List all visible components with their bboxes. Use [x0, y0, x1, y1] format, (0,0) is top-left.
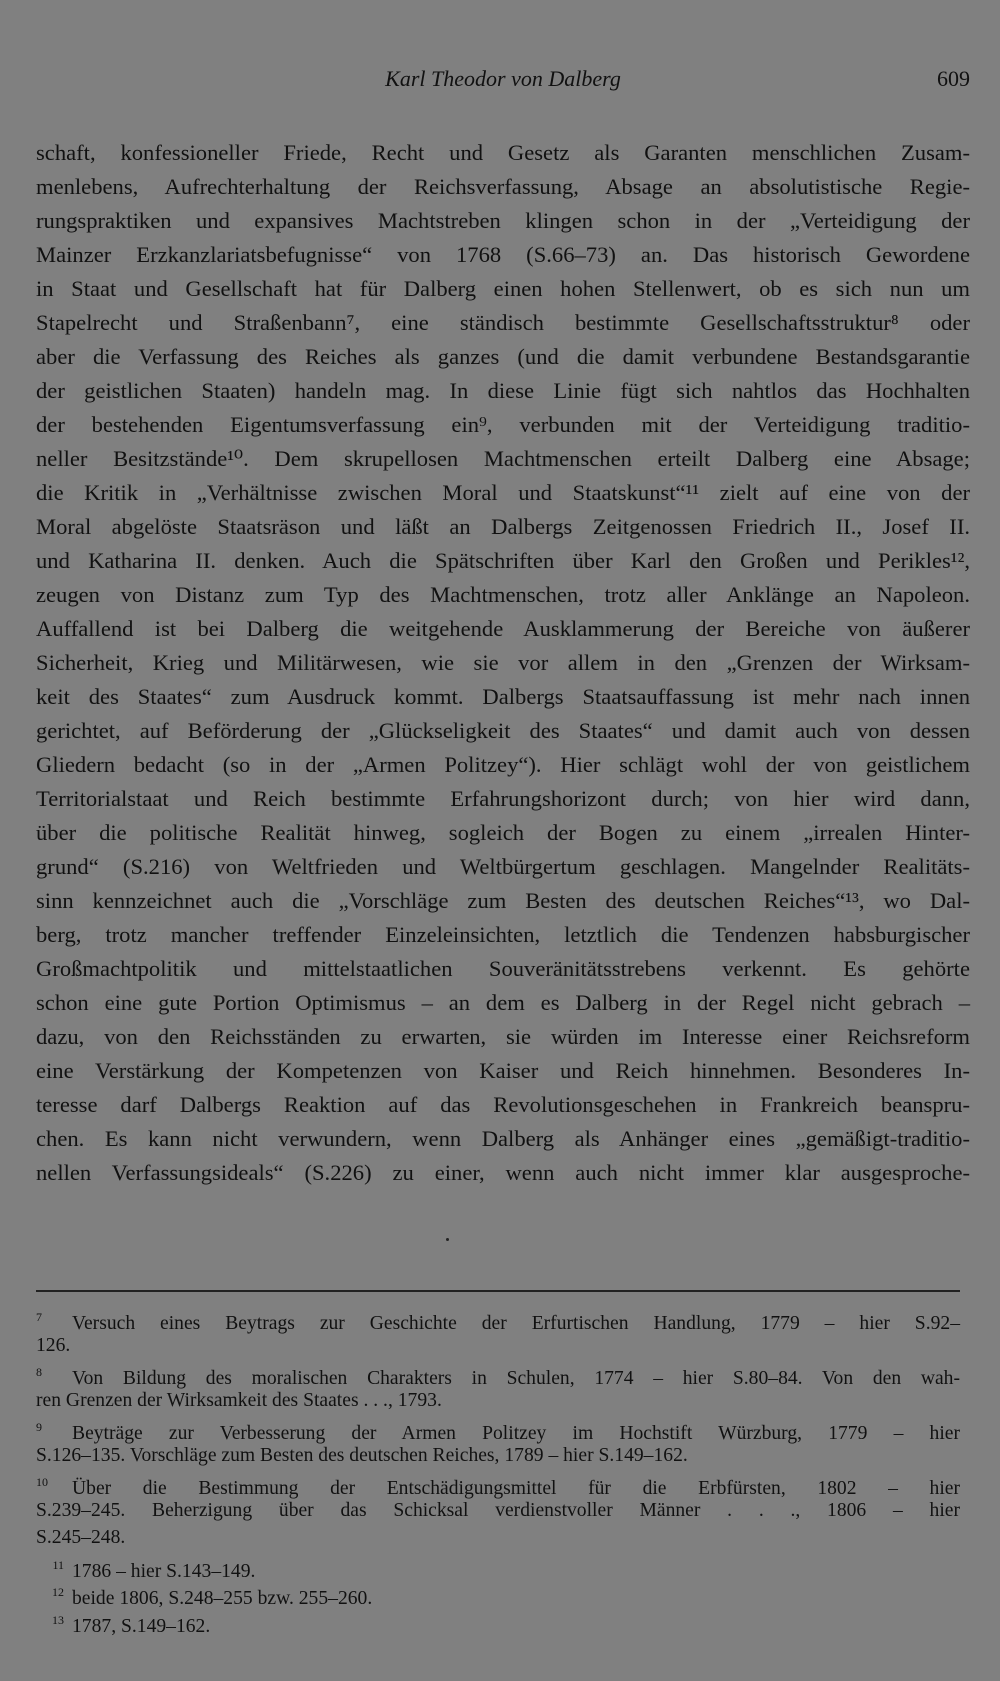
body-line: der geistlichen Staaten) handeln mag. In diese Linie fügt sich nahtlos das Hochhalten [36, 378, 970, 403]
footnote-text: Über die Bestimmung der Entschädigungsmittel für die Erbfürsten, 1802 – hier [72, 1478, 960, 1499]
body-line: der bestehenden Eigentumsverfassung ein⁹, verbunden mit der Verteidigung traditio- [36, 412, 970, 437]
body-line: schon eine gute Portion Optimismus – an dem es Dalberg in der Regel nicht gebrach – [36, 990, 970, 1015]
body-line: teresse darf Dalbergs Reaktion auf das Revolutionsgeschehen in Frankreich beanspru- [36, 1092, 970, 1117]
footnote-rule [36, 1290, 960, 1292]
footnote-continuation: ren Grenzen der Wirksamkeit des Staates . . ., 1793. [36, 1389, 442, 1411]
footnote-continuation: S.126–135. Vorschläge zum Besten des deutschen Reiches, 1789 – hier S.149–162. [36, 1444, 688, 1466]
body-line: sinn kennzeichnet auch die „Vorschläge zum Besten des deutschen Reiches“¹³, wo Dal- [36, 888, 970, 913]
body-line: in Staat und Gesellschaft hat für Dalberg einen hohen Stellenwert, ob es sich nun um [36, 276, 970, 301]
footnote-continuation: 126. [36, 1334, 71, 1356]
footnote [36, 1469, 960, 1552]
footnote-text: Beyträge zur Verbesserung der Armen Politzey im Hochstift Würzburg, 1779 – hier [72, 1423, 960, 1444]
footnote-continuation: S.245–248. [36, 1527, 126, 1548]
body-line: nellen Verfassungsideals“ (S.226) zu einer, wenn auch nicht immer klar ausgesproche- [36, 1160, 970, 1185]
body-line: menlebens, Aufrechterhaltung der Reichsverfassung, Absage an absolutistische Regie- [36, 174, 970, 199]
body-line: Stapelrecht und Straßenbann⁷, eine ständisch bestimmte Gesellschaftsstruktur⁸ oder [36, 310, 970, 335]
footnote-mark: 9 [36, 1420, 42, 1434]
footnote-first-line [36, 1607, 960, 1635]
footnote-continuation: S.239–245. Beherzigung über das Schicksal verdienstvoller Männer . . ., 1806 – hier [36, 1499, 960, 1521]
body-line: grund“ (S.216) von Weltfrieden und Weltbürgertum geschlagen. Mangelnder Realitäts- [36, 854, 970, 879]
footnote-text: 1787, S.149–162. [72, 1615, 211, 1637]
body-line: aber die Verfassung des Reiches als ganzes (und die damit verbundene Bestandsgarantie [36, 344, 970, 369]
footnote-first-line [36, 1469, 960, 1497]
footnote-text: 1786 – hier S.143–149. [72, 1560, 256, 1582]
body-line: Gliedern bedacht (so in der „Armen Politzey“). Hier schlägt wohl der von geistlichem [36, 752, 970, 777]
body-line: dazu, von den Reichsständen zu erwarten, sie würden im Interesse einer Reichsreform [36, 1024, 970, 1049]
footnote-first-line [36, 1359, 960, 1387]
footnote-first-line [36, 1304, 960, 1332]
body-line: eine Verstärkung der Kompetenzen von Kaiser und Reich hinnehmen. Besonderes In- [36, 1058, 970, 1083]
body-line: über die politische Realität hinweg, sogleich der Bogen zu einem „irrealen Hinter- [36, 820, 970, 845]
body-line: chen. Es kann nicht verwundern, wenn Dalberg als Anhänger eines „gemäßigt-traditio- [36, 1126, 970, 1151]
body-line: zeugen von Distanz zum Typ des Machtmenschen, trotz aller Anklänge an Napoleon. [36, 582, 970, 607]
body-line: Sicherheit, Krieg und Militärwesen, wie sie vor allem in den „Grenzen der Wirksam- [36, 650, 970, 675]
body-line: schaft, konfessioneller Friede, Recht und Gesetz als Garanten menschlichen Zusam- [36, 140, 970, 165]
footnote-mark: 11 [52, 1557, 64, 1572]
footnote-first-line [36, 1579, 960, 1607]
body-line: keit des Staates“ zum Ausdruck kommt. Dalbergs Staatsauffassung ist mehr nach innen [36, 684, 970, 709]
body-line: neller Besitzstände¹⁰. Dem skrupellosen Machtmenschen erteilt Dalberg eine Absage; [36, 446, 970, 471]
body-text [36, 136, 970, 1190]
body-line: rungspraktiken und expansives Machtstreben klingen schon in der „Verteidigung der [36, 208, 970, 233]
body-line: gerichtet, auf Beförderung der „Glückseligkeit des Staates“ und damit auch von dessen [36, 718, 970, 743]
body-line: Territorialstaat und Reich bestimmte Erfahrungshorizont durch; von hier wird dann, [36, 786, 970, 811]
footnote [36, 1304, 960, 1359]
footnote [36, 1579, 960, 1607]
footnote-text: beide 1806, S.248–255 bzw. 255–260. [72, 1588, 373, 1609]
body-line: berg, trotz mancher treffender Einzeleinsichten, letztlich die Tendenzen habsburgischer [36, 922, 970, 947]
footnote-text: Versuch eines Beytrags zur Geschichte der Erfurtischen Handlung, 1779 – hier S.92– [72, 1313, 960, 1334]
footnotes [36, 1304, 960, 1637]
running-title: Karl Theodor von Dalberg [385, 66, 621, 91]
body-line: Mainzer Erzkanzlariatsbefugnisse“ von 1768 (S.66–73) an. Das historisch Gewordene [36, 242, 970, 267]
footnote-mark: 12 [52, 1585, 64, 1599]
footnote [36, 1607, 960, 1635]
decorative-dot [446, 1238, 449, 1241]
footnote-mark: 10 [36, 1475, 48, 1489]
footnote-first-line [36, 1414, 960, 1442]
body-line: Großmachtpolitik und mittelstaatlichen Souveränitätsstrebens verkennt. Es gehörte [36, 956, 970, 981]
page-number: 609 [937, 66, 970, 91]
body-line: die Kritik in „Verhältnisse zwischen Moral und Staatskunst“¹¹ zielt auf eine von der [36, 480, 970, 505]
running-head [36, 64, 970, 94]
footnote-mark: 13 [52, 1612, 64, 1627]
footnote [36, 1414, 960, 1469]
body-line: und Katharina II. denken. Auch die Spätschriften über Karl den Großen und Perikles¹², [36, 548, 970, 573]
body-line: Auffallend ist bei Dalberg die weitgehende Ausklammerung der Bereiche von äußerer [36, 616, 970, 641]
body-line: Moral abgelöste Staatsräson und läßt an Dalbergs Zeitgenossen Friedrich II., Josef II. [36, 514, 970, 539]
footnote-mark: 8 [36, 1365, 42, 1379]
footnote-mark: 7 [36, 1310, 42, 1324]
footnote-first-line [36, 1552, 960, 1580]
footnote-text: Von Bildung des moralischen Charakters in Schulen, 1774 – hier S.80–84. Von den wah- [72, 1368, 960, 1389]
footnote [36, 1552, 960, 1580]
footnote [36, 1359, 960, 1414]
